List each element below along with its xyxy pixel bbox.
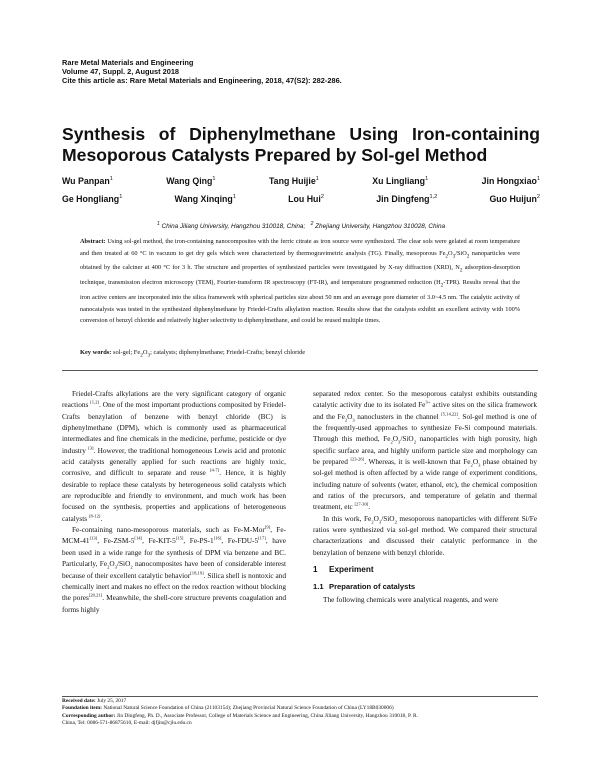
corresponding-author: Corresponding author: Jin Dingfeng, Ph. D., Associate Professor, College of Materials Science and Engineering, China Jiliang University, Hangzhou 310018, P. R. [62, 712, 418, 719]
author: Lou Hui$^2$ [288, 194, 324, 204]
citation-line [62, 76, 542, 85]
citation: [20,21] [88, 592, 103, 598]
contact-info: China, Tel: 0086-571-86875610, E-mail: djfjin@cjlu.edu.cn [62, 720, 192, 727]
subsection-heading: 1.1 Preparation of catalysts [313, 581, 416, 591]
title-word: Using [349, 124, 399, 144]
author: Ge Hongliang$^1$ [62, 194, 123, 204]
author-list [62, 172, 540, 208]
title-word: Iron-containing [411, 124, 540, 144]
title-word: Synthesis [62, 124, 146, 144]
author: Wu Panpan$^1$ [62, 176, 113, 186]
received-date: Received date: July 25, 2017 [62, 698, 127, 704]
journal-header [62, 58, 542, 86]
cite-text: Rare Metal Materials and Engineering, 2018, 47(S2): 282-286. [129, 76, 342, 86]
title-line-2: Mesoporous Catalysts Prepared by Sol-gel Method [62, 145, 488, 165]
citation: [14] [134, 536, 143, 542]
citation: [17] [258, 536, 266, 542]
affiliations: $^1$ China Jiliang University, Hangzhou 310018, China; $^2$ Zhejiang University, Hangzhou 310028, China [156, 221, 446, 231]
body-column-right [313, 388, 537, 605]
paragraph: In this work, $Fe_2O_3/SiO_2$ mesoporous nanoparticles with different Si/Fe ratios were synthesized via sol-gel method. We compared their structural characterizations and discussed their catalytic performance in the benzylation of benzene with benzyl chloride. [313, 513, 538, 557]
citation: [18,19] [190, 570, 204, 576]
journal-name: Rare Metal Materials and Engineering [62, 58, 194, 67]
body-column-left [62, 388, 286, 615]
citation: [27-30] [354, 502, 369, 508]
paragraph: The following chemicals were analytical reagents, and were [323, 594, 499, 604]
citation: [23-26] [350, 456, 365, 462]
paragraph: Friedel-Crafts alkylations are the very significant category of organic reactions [1,2]. One of the most important productions composited by Friedel-Crafts benzylation of benzene with benzyl chloride (BC) is diphenylmethane (DPM), which is commonly used as pharmaceutical intermediates and fine chemicals in the medicine, perfume, pesticide or dye industry [3]. However, the traditional homogeneous Lewis acid and protonic acid catalysts generally applied for such reactions are highly toxic, corrosive, and difficult to separate and reuse [4-7]. Hence, it is highly desirable to replace these catalysts by heterogeneous solid catalysts which are reproducible and friendly to environment, and much work has been focused on the synthesis, properties and applications of heterogeneous catalysts [8-12]. [62, 389, 287, 523]
citation: [8-12] [88, 513, 101, 519]
affiliation-2: Zhejiang University, Hangzhou 310028, China [315, 223, 446, 231]
abstract-label: Abstract: [80, 238, 106, 245]
abstract: Abstract: Using sol-gel method, the iron-containing nanocomposites with the ferric citrate as iron source were synthesized. The clear sols were gelated at room temperature and then treated at 60 °C in vacuum to get dry gels which were characterized by thermogravimetric analysis (TG). Finally, mesoporous $Fe_2O_3/SiO_2$ nanoparticles were obtained by the calciner at 400 °C for 3 h. The structure and properties of synthesized particles were investigated by X-ray diffraction (XRD), $N_2$ adsorption-desorption technique, transmission electron microscopy (TEM), Fourier-transform IR spectroscopy (FT-IR), and temperature programmed reduction $(H_2-TPR)$. Results reveal that the iron active centers are incorporated into the silica framework with spherical particles size about 50 nm and an average pore diameter of 3.0~4.5 nm. The catalytic activity of nanocatalysts was tested in the synthesized diphenylmethane by Friedel-Crafts alkylation reaction. Results show that the catalysts exhibit an excellent activity with 100% conversion of benzyl chloride and relatively higher selectivity to diphenylmethane, and could be reused multiple times. [80, 238, 521, 325]
paper-title [62, 124, 540, 166]
keywords: Key words: sol-gel; $Fe_2O_3$; catalysts; diphenylmethane; Friedel-Crafts; benzyl chloride [80, 349, 306, 359]
citation: [5,14,22] [441, 411, 459, 417]
citation: [3] [88, 445, 94, 451]
citation: [9] [264, 524, 271, 530]
author: Jin Hongxiao$^1$ [481, 176, 540, 186]
author: Xu Lingliang$^1$ [372, 176, 429, 186]
title-word: of [158, 124, 176, 144]
paragraph: separated redox center. So the mesoporous catalyst exhibits outstanding catalytic activity due to its isolated $Fe^{3+}$ active sites on the silica framework and the $Fe_2O_3$ nanoclusters in the channel [5,14,22]. Sol-gel method is one of the frequently-used approaches to synthesize Fe-Si compound materials. Through this method, $Fe_2O_3/SiO_2$ nanoparticles with high porosity, high specific surface area, and highly uniform particle size and morphology can be prepared [23-26]. Whereas, it is well-known that $Fe_2O_3$ phase obtained by sol-gel method is often affected by a wide range of experiment conditions, including nature of solvents (water, ethanol, etc), the chemical composition and ratios of the precursors, and temperature of gelatin and thermal treatment, etc [27-30]. [313, 389, 538, 512]
citation: [15] [175, 536, 184, 542]
divider [62, 370, 538, 371]
keywords-label: Key words: [80, 349, 112, 356]
author: Wang Qing$^1$ [166, 176, 216, 186]
citation: [16] [213, 536, 222, 542]
section-heading: 1 Experiment [313, 565, 374, 575]
author: Jin Dingfeng$^{1,2}$ [376, 194, 438, 204]
affiliation-1: China Jiliang University, Hangzhou 310018, China; [161, 223, 306, 231]
journal-volume: Volume 47, Suppl. 2, August 2018 [62, 67, 180, 77]
author-row-2 [62, 190, 540, 208]
author-row-1 [62, 172, 540, 190]
title-line-1 [62, 124, 540, 145]
citation: [4-7] [210, 467, 220, 473]
footnote-divider [62, 696, 538, 697]
paragraph: Fe-containing nano-mesoporous materials, such as Fe-M-Mor[9], Fe-MCM-41[13], Fe-ZSM-5[14], Fe-KIT-5[15], Fe-PS-1[16], Fe-FDU-5[17], have been used in a wide range for the synthesis of DPM via benzene and BC. Particularly, $Fe_2O_3/SiO_2$ nanocomposites have been of considerable interest because of their excellent catalytic behavior[18,19]. Silica shell is nontoxic and chemically inert and makes no effect on the redox reaction without blocking the pores[20,21]. Meanwhile, the shell-core structure prevents coagulation and forms highly [62, 524, 287, 614]
author: Wang Xinqing$^1$ [174, 194, 236, 204]
author: Tang Huijie$^1$ [268, 176, 319, 186]
author: Guo Huijun$^2$ [489, 194, 540, 204]
title-word: Diphenylmethane [189, 124, 336, 144]
foundation-item: Foundation item: National Natural Science Foundation of China (21103154); Zhejiang Provincial Natural Science Foundation of China (LY18B030006) [62, 705, 394, 712]
footnotes [62, 698, 538, 728]
citation: [1,2] [90, 399, 100, 405]
cite-label: Cite this article as: [62, 76, 128, 86]
citation: [13] [89, 536, 98, 542]
